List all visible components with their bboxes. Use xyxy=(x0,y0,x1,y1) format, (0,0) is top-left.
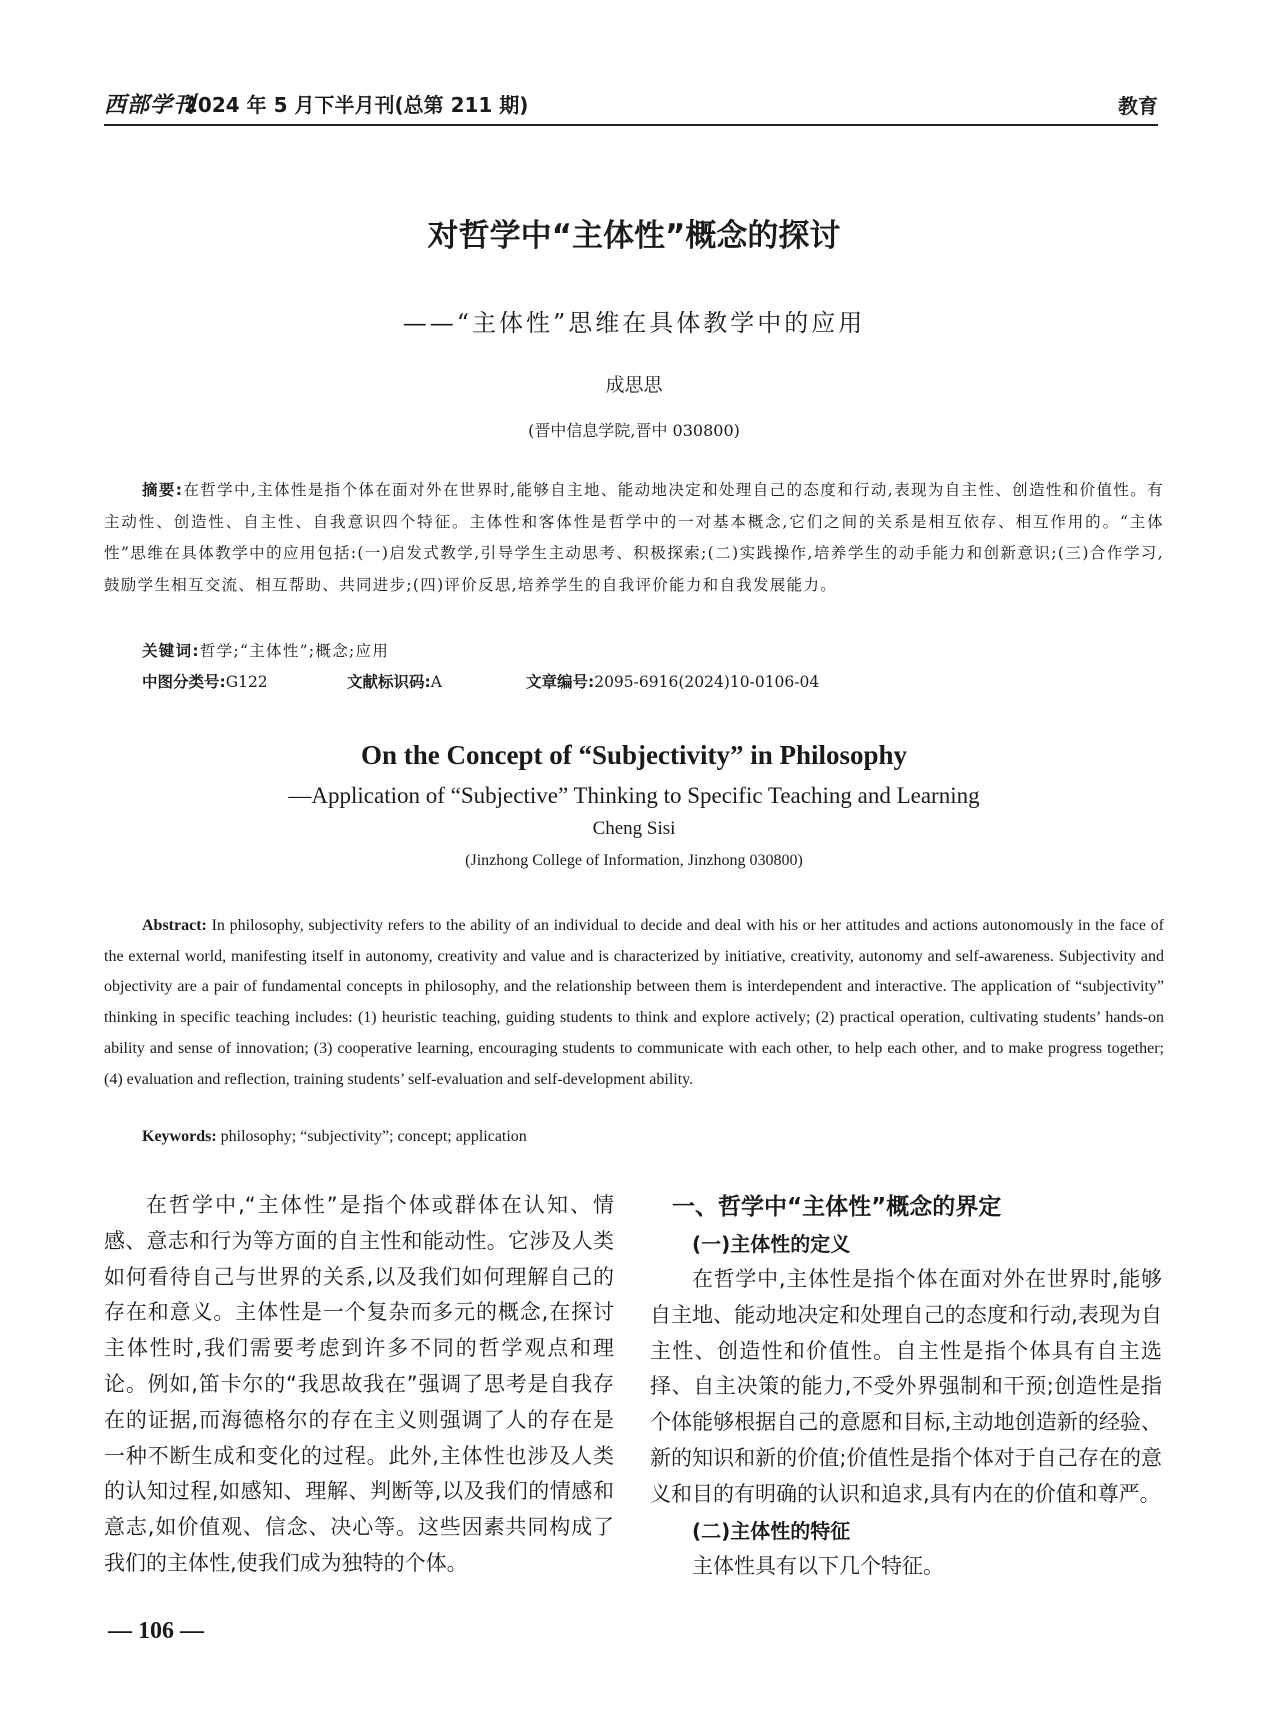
keywords-cn-label: 关键词: xyxy=(142,642,200,660)
abstract-en-text: In philosophy, subjectivity refers to the ability of an individual to decide and deal with his or her attitudes and actions autonomously in the face of the external world, manifesting itself in autonomy, creativity and value and is characterized by initiative, creativity, autonomy and self-awareness. Subjectivity and objectivity are a pair of fundamental concepts in philosophy, and the relationship between them is interdependent and interactive. The application of “subjectivity” thinking in specific teaching includes: (1) heuristic teaching, guiding students to think and explore actively; (2) practical operation, cultivating students’ hands-on ability and sense of innovation; (3) cooperative learning, encouraging students to communicate with each other, to help each other, and to make progress together; (4) evaluation and reflection, training students’ self-evaluation and self-development ability. xyxy=(104,917,1164,1088)
subsection-heading-1: (一)主体性的定义 xyxy=(692,1232,851,1256)
article-value: 2095-6916(2024)10-0106-04 xyxy=(594,673,820,691)
affiliation-cn: (晋中信息学院,晋中 030800) xyxy=(528,421,740,440)
header-rule xyxy=(104,124,1158,126)
keywords-cn xyxy=(142,636,1202,668)
body-column-right xyxy=(650,1188,1162,1584)
keywords-en-label: Keywords: xyxy=(142,1128,217,1145)
abstract-cn xyxy=(104,475,1164,601)
title-cn: 对哲学中“主体性”概念的探讨 xyxy=(427,218,841,254)
abstract-cn-label: 摘要: xyxy=(142,481,184,499)
title-en: On the Concept of “Subjectivity” in Philosophy xyxy=(360,740,908,770)
subtitle-cn: ——“主体性”思维在具体教学中的应用 xyxy=(402,309,866,337)
abstract-en xyxy=(104,911,1164,1095)
page-number: — 106 — xyxy=(108,1618,204,1644)
author-en: Cheng Sisi xyxy=(592,818,676,839)
affiliation-en: (Jinzhong College of Information, Jinzhong 030800) xyxy=(465,852,803,869)
subtitle-en: —Application of “Subjective” Thinking to Specific Teaching and Learning xyxy=(288,783,980,808)
author-cn: 成思思 xyxy=(605,374,663,396)
clc-label: 中图分类号: xyxy=(142,673,226,691)
body-column-left xyxy=(104,1188,614,1582)
running-header xyxy=(104,88,1158,122)
keywords-en xyxy=(142,1128,527,1146)
doc-label: 文献标识码: xyxy=(347,673,431,691)
subsection-heading-2: (二)主体性的特征 xyxy=(692,1518,851,1543)
keywords-cn-text: 哲学;“主体性”;概念;应用 xyxy=(199,642,390,660)
features-paragraph: 主体性具有以下几个特征。 xyxy=(692,1553,944,1578)
clc-code xyxy=(142,670,268,692)
issue-info: 2024 年 5 月下半月刊(总第 211 期) xyxy=(184,93,529,117)
doc-value: A xyxy=(430,673,442,691)
section-label: 教育 xyxy=(1118,94,1158,118)
doc-code xyxy=(347,670,442,692)
definition-paragraph: 在哲学中,主体性是指个体在面对外在世界时,能够自主地、能动地决定和处理自己的态度和行动,表现为自主性、创造性和价值性。自主性是指个体具有自主选择、自主决策的能力,不受外界强制和干预;创造性是指个体能够根据自己的意愿和目标,主动地创造新的经验、新的知识和新的价值;价值性是指个体对于自己存在的意义和目的有明确的认识和追求,具有内在的价值和尊严。 xyxy=(650,1267,1162,1506)
section-heading: 一、哲学中“主体性”概念的界定 xyxy=(672,1194,1002,1220)
abstract-cn-text: 在哲学中,主体性是指个体在面对外在世界时,能够自主地、能动地决定和处理自己的态度和行动,表现为自主性、创造性和价值性。有主动性、创造性、自主性、自我意识四个特征。主体性和客体性是哲学中的一对基本概念,它们之间的关系是相互依存、相互作用的。“主体性”思维在具体教学中的应用包括:(一)启发式教学,引导学生主动思考、积极探索;(二)实践操作,培养学生的动手能力和创新意识;(三)合作学习,鼓励学生相互交流、相互帮助、共同进步;(四)评价反思,培养学生的自我评价能力和自我发展能力。 xyxy=(104,481,1164,594)
clc-value: G122 xyxy=(225,673,268,691)
keywords-en-text: philosophy; “subjectivity”; concept; application xyxy=(216,1128,527,1145)
intro-paragraph: 在哲学中,“主体性”是指个体或群体在认知、情感、意志和行为等方面的自主性和能动性。它涉及人类如何看待自己与世界的关系,以及我们如何理解自己的存在和意义。主体性是一个复杂而多元的概念,在探讨主体性时,我们需要考虑到许多不同的哲学观点和理论。例如,笛卡尔的“我思故我在”强调了思考是自我存在的证据,而海德格尔的存在主义则强调了人的存在是一种不断生成和变化的过程。此外,主体性也涉及人类的认知过程,如感知、理解、判断等,以及我们的情感和意志,如价值观、信念、决心等。这些因素共同构成了我们的主体性,使我们成为独特的个体。 xyxy=(104,1193,614,1575)
abstract-en-label: Abstract: xyxy=(142,917,207,934)
article-label: 文章编号: xyxy=(526,673,595,691)
article-number xyxy=(526,670,819,692)
journal-logo: 西部学刊 xyxy=(104,92,197,118)
